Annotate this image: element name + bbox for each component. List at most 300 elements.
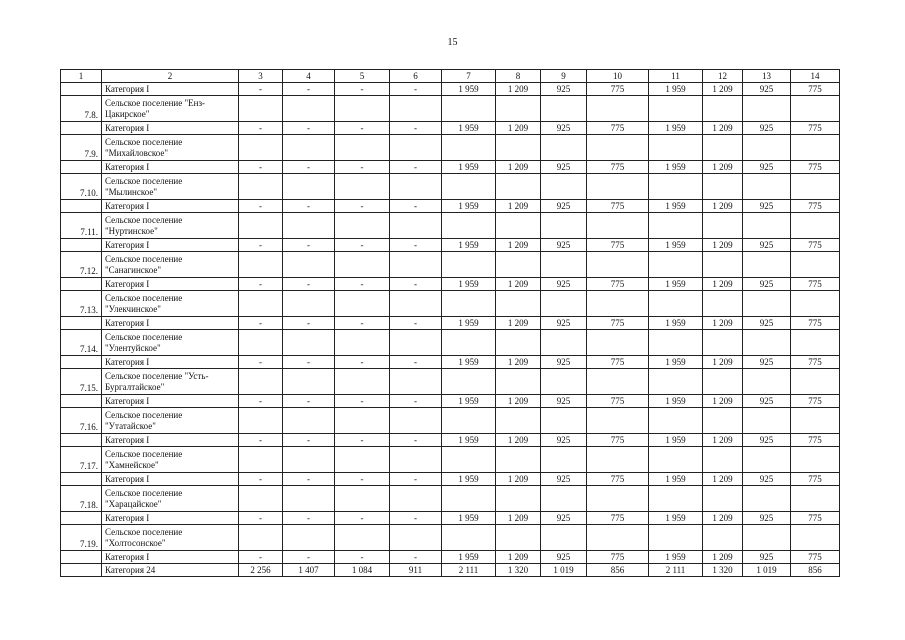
value-cell: 1 209	[703, 317, 743, 330]
category-row	[61, 200, 840, 213]
value-cell: 775	[791, 317, 840, 330]
value-cell	[239, 213, 283, 239]
value-cell: -	[390, 356, 442, 369]
value-cell: 925	[743, 161, 791, 174]
column-header: 4	[283, 70, 335, 83]
value-cell: 1 959	[442, 317, 496, 330]
value-cell: 775	[587, 356, 649, 369]
value-cell	[587, 369, 649, 395]
value-cell: -	[239, 512, 283, 525]
row-code	[61, 83, 102, 96]
column-header: 2	[102, 70, 239, 83]
category-name: Категория I	[102, 278, 239, 291]
category-name: Категория I	[102, 83, 239, 96]
value-cell: 925	[743, 278, 791, 291]
value-cell	[649, 369, 703, 395]
value-cell: 925	[541, 317, 587, 330]
value-cell	[390, 135, 442, 161]
value-cell: 1 959	[649, 551, 703, 564]
value-cell	[239, 447, 283, 473]
value-cell: -	[335, 317, 390, 330]
value-cell	[283, 291, 335, 317]
value-cell: 1 019	[743, 564, 791, 577]
value-cell	[283, 525, 335, 551]
value-cell: 925	[743, 317, 791, 330]
value-cell: 1 959	[649, 317, 703, 330]
value-cell	[283, 174, 335, 200]
row-code: 7.8.	[61, 96, 102, 122]
settlement-row	[61, 525, 840, 551]
value-cell: 1 209	[703, 395, 743, 408]
value-cell: 1 959	[442, 83, 496, 96]
value-cell	[239, 525, 283, 551]
value-cell	[743, 135, 791, 161]
value-cell	[649, 96, 703, 122]
value-cell: -	[283, 434, 335, 447]
value-cell: -	[239, 200, 283, 213]
value-cell: 1 959	[442, 512, 496, 525]
value-cell: -	[335, 122, 390, 135]
value-cell: 775	[791, 239, 840, 252]
value-cell	[390, 330, 442, 356]
page-number: 15	[447, 37, 458, 48]
value-cell: 1 209	[496, 395, 541, 408]
value-cell: 1 959	[442, 239, 496, 252]
value-cell: 911	[390, 564, 442, 577]
category-row	[61, 161, 840, 174]
value-cell: 775	[791, 200, 840, 213]
value-cell: 1 209	[703, 278, 743, 291]
settlement-row	[61, 135, 840, 161]
value-cell: -	[239, 473, 283, 486]
value-cell: -	[335, 200, 390, 213]
settlement-name: Сельское поселение "Утатайское"	[102, 408, 239, 434]
value-cell: -	[283, 473, 335, 486]
value-cell: -	[335, 161, 390, 174]
value-cell	[587, 252, 649, 278]
settlement-name: Сельское поселение "Улентуйское"	[102, 330, 239, 356]
value-cell: -	[335, 395, 390, 408]
value-cell	[743, 291, 791, 317]
value-cell	[239, 96, 283, 122]
value-cell: -	[390, 161, 442, 174]
category-row	[61, 122, 840, 135]
value-cell	[390, 447, 442, 473]
value-cell: 1 209	[703, 434, 743, 447]
settlement-row	[61, 96, 840, 122]
value-cell: 775	[791, 356, 840, 369]
value-cell: 775	[791, 161, 840, 174]
value-cell: 925	[541, 473, 587, 486]
value-cell: -	[239, 317, 283, 330]
value-cell: -	[283, 356, 335, 369]
value-cell: -	[335, 473, 390, 486]
value-cell: 775	[587, 161, 649, 174]
value-cell: 1 959	[649, 278, 703, 291]
row-code: 7.11.	[61, 213, 102, 239]
category-name: Категория I	[102, 356, 239, 369]
value-cell: 1 959	[442, 278, 496, 291]
value-cell	[442, 213, 496, 239]
value-cell: 1 209	[703, 239, 743, 252]
value-cell: 925	[541, 434, 587, 447]
category-name: Категория I	[102, 395, 239, 408]
value-cell	[743, 369, 791, 395]
value-cell: 1 209	[496, 161, 541, 174]
value-cell	[649, 486, 703, 512]
value-cell	[390, 369, 442, 395]
value-cell	[496, 213, 541, 239]
value-cell: -	[239, 395, 283, 408]
value-cell	[541, 447, 587, 473]
value-cell: -	[390, 317, 442, 330]
category-row	[61, 356, 840, 369]
value-cell: 1 209	[496, 278, 541, 291]
category-name: Категория I	[102, 239, 239, 252]
value-cell	[239, 408, 283, 434]
value-cell	[335, 408, 390, 434]
value-cell: -	[335, 239, 390, 252]
value-cell: 1 959	[649, 83, 703, 96]
column-header: 3	[239, 70, 283, 83]
value-cell: -	[283, 317, 335, 330]
settlement-row	[61, 213, 840, 239]
row-code	[61, 395, 102, 408]
value-cell: 1 209	[703, 200, 743, 213]
value-cell: 1 959	[442, 551, 496, 564]
row-code: 7.15.	[61, 369, 102, 395]
value-cell	[283, 408, 335, 434]
value-cell: 1 209	[496, 473, 541, 486]
value-cell: -	[239, 161, 283, 174]
value-cell: -	[335, 434, 390, 447]
value-cell	[239, 291, 283, 317]
settlement-name: Сельское поселение "Хамнейское"	[102, 447, 239, 473]
row-code	[61, 473, 102, 486]
value-cell: 775	[791, 122, 840, 135]
value-cell: 1 209	[703, 473, 743, 486]
value-cell: -	[390, 395, 442, 408]
value-cell	[442, 525, 496, 551]
row-code	[61, 278, 102, 291]
value-cell	[541, 96, 587, 122]
value-cell	[442, 252, 496, 278]
value-cell	[335, 174, 390, 200]
category-row	[61, 278, 840, 291]
value-cell: 925	[541, 395, 587, 408]
value-cell: -	[239, 83, 283, 96]
value-cell: 1 959	[442, 473, 496, 486]
column-header: 1	[61, 70, 102, 83]
value-cell: 775	[587, 278, 649, 291]
value-cell: 775	[587, 239, 649, 252]
value-cell	[442, 408, 496, 434]
value-cell: 775	[587, 200, 649, 213]
value-cell	[390, 174, 442, 200]
value-cell	[791, 213, 840, 239]
value-cell	[703, 96, 743, 122]
value-cell: 775	[791, 83, 840, 96]
value-cell	[239, 486, 283, 512]
value-cell	[743, 330, 791, 356]
value-cell	[496, 135, 541, 161]
value-cell	[791, 408, 840, 434]
row-code	[61, 161, 102, 174]
column-header: 6	[390, 70, 442, 83]
value-cell: 1 407	[283, 564, 335, 577]
value-cell	[587, 330, 649, 356]
value-cell	[791, 447, 840, 473]
value-cell: -	[390, 239, 442, 252]
row-code: 7.19.	[61, 525, 102, 551]
value-cell: 925	[743, 239, 791, 252]
value-cell: 775	[791, 512, 840, 525]
value-cell: 2 111	[649, 564, 703, 577]
column-header: 12	[703, 70, 743, 83]
category-row	[61, 473, 840, 486]
row-code	[61, 551, 102, 564]
category-row	[61, 551, 840, 564]
value-cell	[335, 486, 390, 512]
row-code: 7.17.	[61, 447, 102, 473]
value-cell: 775	[587, 83, 649, 96]
value-cell	[496, 447, 541, 473]
settlement-name: Сельское поселение "Мылинское"	[102, 174, 239, 200]
category-name: Категория I	[102, 161, 239, 174]
value-cell: 925	[541, 356, 587, 369]
value-cell	[649, 525, 703, 551]
value-cell: -	[283, 200, 335, 213]
category-row	[61, 317, 840, 330]
value-cell	[587, 447, 649, 473]
value-cell: 925	[541, 83, 587, 96]
value-cell: 1 959	[649, 122, 703, 135]
value-cell: 1 209	[496, 551, 541, 564]
value-cell: 925	[541, 239, 587, 252]
value-cell: -	[390, 473, 442, 486]
value-cell	[496, 174, 541, 200]
value-cell: -	[390, 434, 442, 447]
row-code	[61, 512, 102, 525]
value-cell	[541, 330, 587, 356]
value-cell	[335, 369, 390, 395]
value-cell	[587, 291, 649, 317]
value-cell: 925	[541, 278, 587, 291]
category-name: Категория 24	[102, 564, 239, 577]
settlement-row	[61, 369, 840, 395]
value-cell	[791, 486, 840, 512]
value-cell	[496, 486, 541, 512]
value-cell	[442, 174, 496, 200]
value-cell	[541, 486, 587, 512]
value-cell	[587, 174, 649, 200]
value-cell: -	[390, 200, 442, 213]
value-cell: -	[390, 278, 442, 291]
category-name: Категория I	[102, 317, 239, 330]
value-cell	[283, 96, 335, 122]
value-cell: -	[239, 356, 283, 369]
value-cell	[791, 174, 840, 200]
value-cell	[239, 252, 283, 278]
value-cell: 1 209	[496, 317, 541, 330]
value-cell	[743, 408, 791, 434]
category-name: Категория I	[102, 434, 239, 447]
value-cell: 925	[743, 122, 791, 135]
value-cell: -	[335, 83, 390, 96]
value-cell: 1 209	[703, 551, 743, 564]
value-cell	[791, 291, 840, 317]
value-cell	[283, 252, 335, 278]
value-cell: 1 959	[442, 200, 496, 213]
value-cell	[283, 213, 335, 239]
value-cell	[442, 291, 496, 317]
row-code	[61, 200, 102, 213]
value-cell	[283, 369, 335, 395]
value-cell: 1 959	[649, 512, 703, 525]
value-cell: -	[283, 239, 335, 252]
value-cell: 1 959	[649, 434, 703, 447]
value-cell	[496, 330, 541, 356]
value-cell: 925	[541, 512, 587, 525]
value-cell	[390, 252, 442, 278]
value-cell: -	[283, 512, 335, 525]
category-name: Категория I	[102, 512, 239, 525]
settlement-row	[61, 291, 840, 317]
value-cell: 1 209	[703, 122, 743, 135]
row-code: 7.13.	[61, 291, 102, 317]
value-cell: 1 959	[649, 200, 703, 213]
settlement-name: Сельское поселение "Харацайское"	[102, 486, 239, 512]
table-body	[61, 70, 840, 577]
value-cell: 925	[743, 395, 791, 408]
row-code: 7.10.	[61, 174, 102, 200]
value-cell	[791, 369, 840, 395]
settlement-row	[61, 447, 840, 473]
value-cell	[743, 486, 791, 512]
value-cell	[239, 135, 283, 161]
value-cell: -	[335, 512, 390, 525]
value-cell: -	[283, 278, 335, 291]
value-cell: -	[390, 551, 442, 564]
value-cell	[649, 252, 703, 278]
column-header: 10	[587, 70, 649, 83]
category-row	[61, 434, 840, 447]
value-cell	[791, 135, 840, 161]
tariff-table	[60, 69, 840, 577]
value-cell: 1 209	[496, 200, 541, 213]
value-cell: 1 209	[496, 122, 541, 135]
value-cell	[703, 486, 743, 512]
value-cell	[649, 330, 703, 356]
row-code	[61, 317, 102, 330]
value-cell: 775	[587, 395, 649, 408]
row-code: 7.14.	[61, 330, 102, 356]
value-cell	[743, 174, 791, 200]
settlement-row	[61, 174, 840, 200]
value-cell	[587, 135, 649, 161]
settlement-name: Сельское поселение "Михайловское"	[102, 135, 239, 161]
value-cell: 1 209	[703, 356, 743, 369]
value-cell: -	[283, 83, 335, 96]
value-cell	[335, 447, 390, 473]
value-cell: 925	[743, 200, 791, 213]
value-cell	[703, 447, 743, 473]
settlement-row	[61, 330, 840, 356]
value-cell: 775	[791, 278, 840, 291]
value-cell: 1 209	[703, 161, 743, 174]
value-cell	[335, 252, 390, 278]
value-cell	[703, 291, 743, 317]
value-cell	[239, 174, 283, 200]
value-cell	[541, 408, 587, 434]
value-cell	[239, 369, 283, 395]
value-cell	[283, 447, 335, 473]
value-cell	[390, 96, 442, 122]
value-cell	[791, 330, 840, 356]
value-cell	[587, 96, 649, 122]
value-cell	[703, 525, 743, 551]
value-cell: -	[390, 122, 442, 135]
value-cell	[541, 135, 587, 161]
settlement-name: Сельское поселение "Енз-Цакирское"	[102, 96, 239, 122]
value-cell: -	[239, 122, 283, 135]
value-cell: 775	[791, 434, 840, 447]
value-cell	[649, 135, 703, 161]
category-row	[61, 395, 840, 408]
value-cell: 925	[743, 434, 791, 447]
settlement-name: Сельское поселение "Санагинское"	[102, 252, 239, 278]
value-cell: 775	[587, 473, 649, 486]
value-cell: 925	[541, 200, 587, 213]
value-cell: 1 959	[442, 434, 496, 447]
value-cell: 1 959	[442, 395, 496, 408]
value-cell: 1 320	[703, 564, 743, 577]
category-row	[61, 83, 840, 96]
value-cell: 1 320	[496, 564, 541, 577]
value-cell	[442, 369, 496, 395]
value-cell	[335, 135, 390, 161]
value-cell: 2 111	[442, 564, 496, 577]
header-row	[61, 70, 840, 83]
value-cell: 1 959	[649, 239, 703, 252]
value-cell	[703, 213, 743, 239]
value-cell	[743, 525, 791, 551]
value-cell: 1 209	[496, 239, 541, 252]
value-cell	[442, 330, 496, 356]
value-cell: -	[283, 551, 335, 564]
value-cell	[442, 96, 496, 122]
value-cell	[649, 213, 703, 239]
value-cell	[541, 174, 587, 200]
value-cell	[541, 525, 587, 551]
value-cell: 1 019	[541, 564, 587, 577]
value-cell: 925	[743, 83, 791, 96]
value-cell	[743, 252, 791, 278]
value-cell: 1 209	[496, 356, 541, 369]
value-cell	[587, 213, 649, 239]
column-header: 14	[791, 70, 840, 83]
value-cell	[442, 135, 496, 161]
value-cell: 1 959	[649, 473, 703, 486]
value-cell	[496, 525, 541, 551]
value-cell: 925	[743, 473, 791, 486]
value-cell	[703, 252, 743, 278]
value-cell: 1 959	[649, 395, 703, 408]
value-cell	[496, 369, 541, 395]
value-cell	[541, 291, 587, 317]
value-cell: -	[283, 395, 335, 408]
value-cell: -	[335, 551, 390, 564]
